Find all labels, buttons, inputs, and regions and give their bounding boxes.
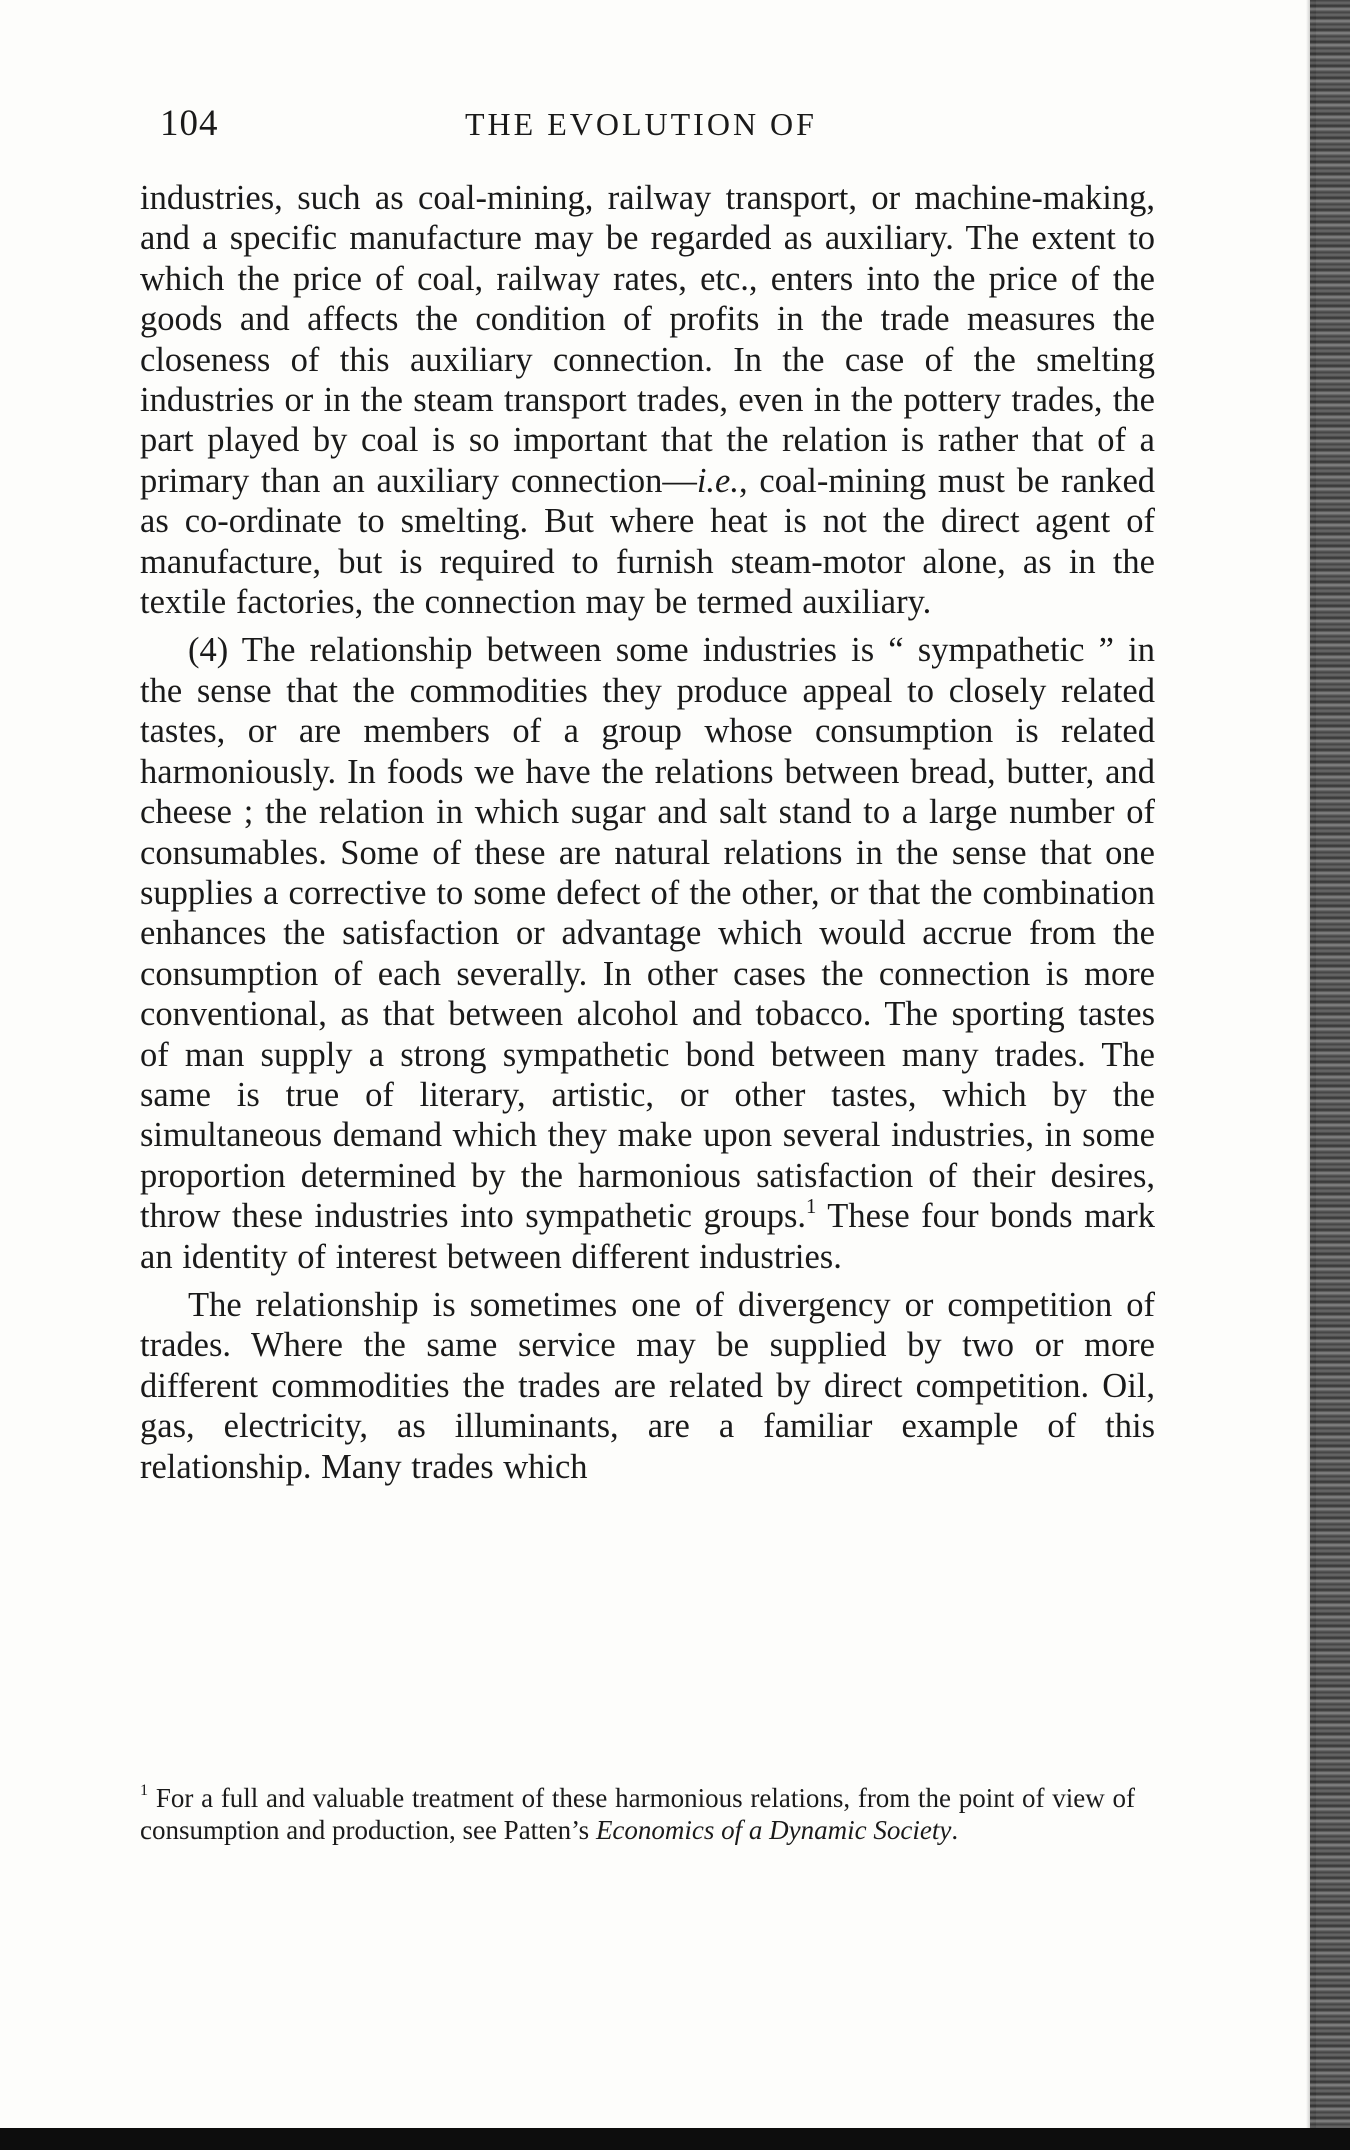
paragraph-2 bbox=[140, 630, 1155, 1277]
footnote-text: For a full and valuable treatment of these harmonious relations, from the point of view of consumption and production, see Patten’s bbox=[140, 1783, 1135, 1845]
paragraph-1-ie: i.e. bbox=[696, 461, 739, 500]
running-head bbox=[160, 102, 1160, 152]
paragraph-2-rest: These four bonds mark an identity of interest between different industries. bbox=[140, 1197, 1156, 1276]
paragraph-2-text: (4) The relationship between some industries is “ sympathetic ” in the sense that the commodities they produce appeal to closely related tastes, or are members of a group whose consumption is related harmoniously. In foods we have the relations between bread, butter, and cheese ; the relation in which sugar and salt stand to a large number of consumables. Some of these are natural relations in the sense that one supplies a corrective to some defect of the other, or that the combination enhances the satisfaction or advantage which would accrue from the consumption of each severally. In other cases the connection is more conventional, as that between alcohol and tobacco. The sporting tastes of man supply a strong sympathetic bond between many trades. The same is true of literary, artistic, or other tastes, which by the simultaneous demand which they make upon several industries, in some proportion determined by the harmonious satisfaction of their desires, throw these industries into sympathetic groups. bbox=[140, 631, 1155, 1236]
running-title: THE EVOLUTION OF bbox=[465, 106, 817, 142]
footnote bbox=[140, 1782, 1135, 1846]
paragraph-1-rest: , coal-mining must be ranked as co-ordinate to smelting. But where heat is not the direct agent of manufacture, but is required to furnish steam-motor alone, as in the textile factories, the connection may be termed auxiliary. bbox=[140, 461, 1156, 622]
footnote-reference: 1 bbox=[806, 1195, 817, 1218]
footnote-marker: 1 bbox=[140, 1781, 149, 1799]
footnote-book-title: Economics of a Dynamic Society bbox=[595, 1815, 952, 1845]
page-number: 104 bbox=[160, 103, 219, 144]
paragraph-3-text: The relationship is sometimes one of divergency or competition of trades. Where the same service may be supplied by two or more different commodities the trades are related by direct competition. Oil, gas, electricity, as illuminants, are a familiar example of this relationship. Many trades which bbox=[140, 1285, 1155, 1486]
scan-edge bbox=[1310, 0, 1350, 2150]
body-text bbox=[140, 178, 1155, 1487]
paragraph-3 bbox=[140, 1285, 1155, 1487]
paragraph-1-text: industries, such as coal-mining, railway transport, or machine-making, and a specific manufacture may be regarded as auxiliary. The extent to which the price of coal, railway rates, etc., enters into the price of the goods and affects the condition of profits in the trade measures the closeness of this auxiliary connection. In the case of the smelting industries or in the steam transport trades, even in the pottery trades, the part played by coal is so important that the relation is rather that of a primary than an auxiliary connection— bbox=[140, 179, 1155, 500]
scan-bottom-band bbox=[0, 2128, 1350, 2150]
footnote-end: . bbox=[951, 1815, 959, 1845]
paragraph-1 bbox=[140, 178, 1155, 622]
